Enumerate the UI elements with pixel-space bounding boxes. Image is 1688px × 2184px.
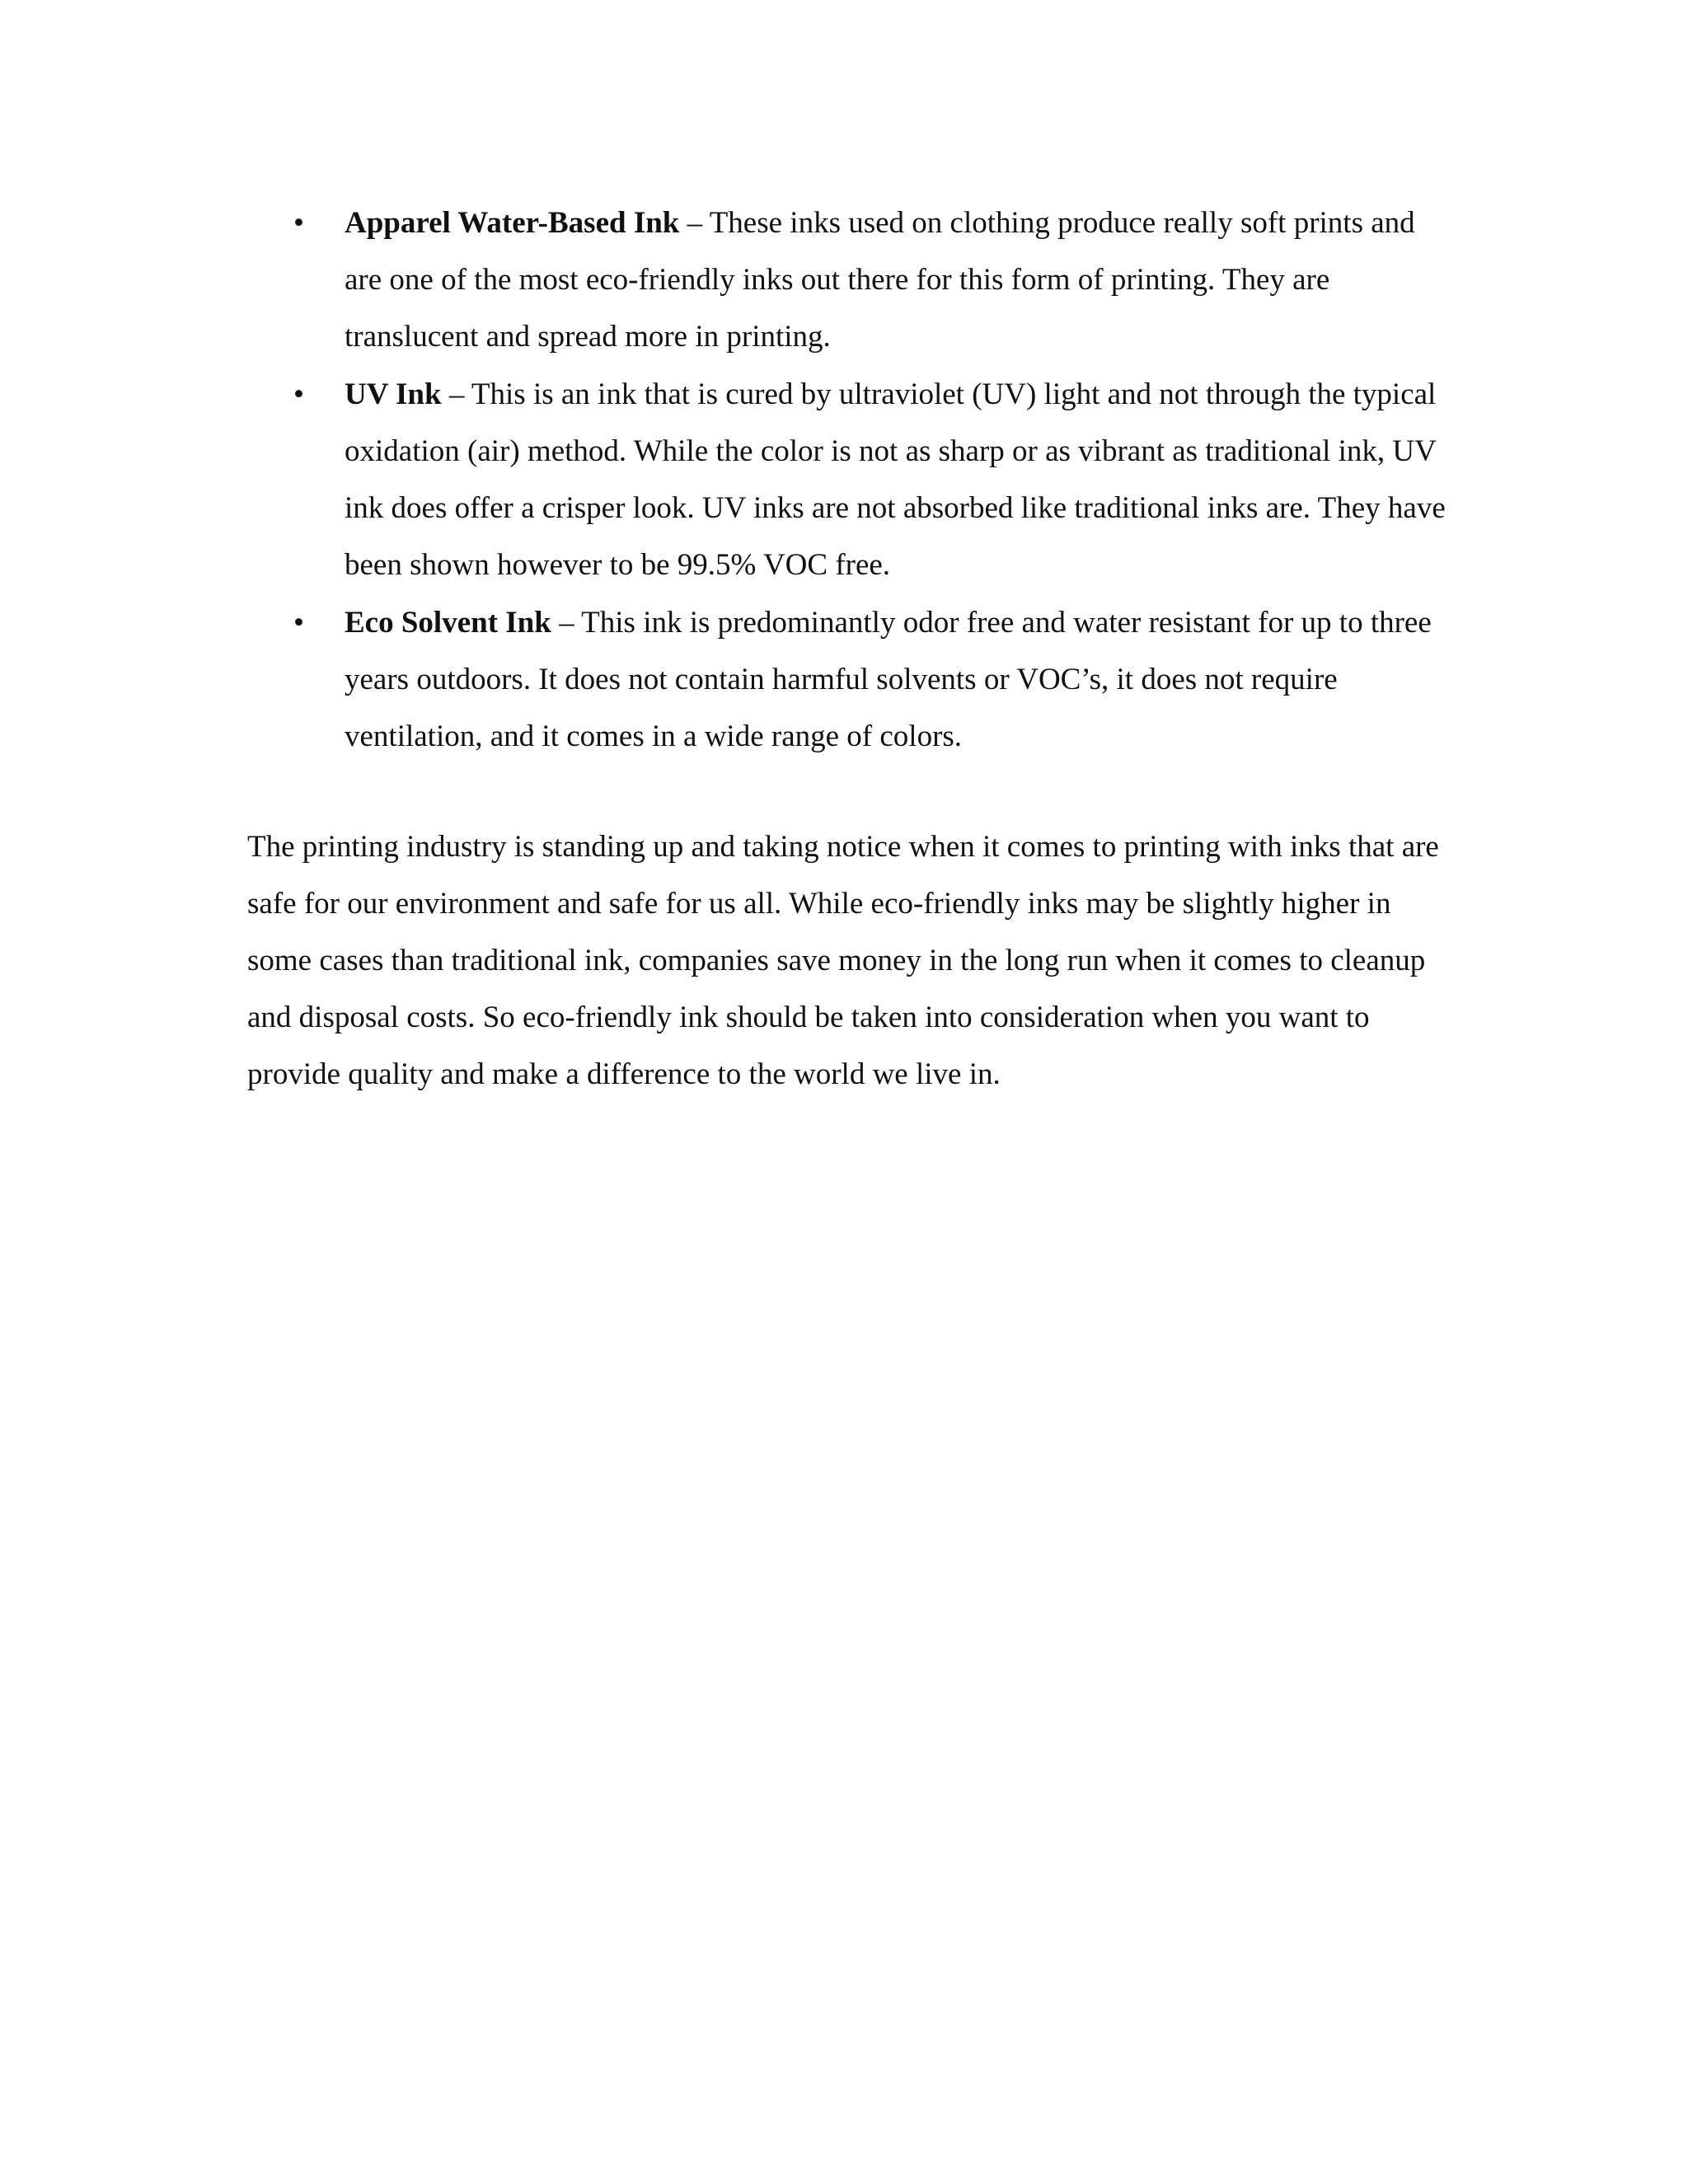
list-item-uv-ink — [247, 366, 1451, 593]
list-item-description: – These inks used on clothing produce really soft prints and are one of the most eco-friendly inks out there for this form of printing. They are translucent and spread more in printing. — [345, 206, 1415, 354]
list-item-description: – This is an ink that is cured by ultraviolet (UV) light and not through the typical oxidation (air) method. While the color is not as sharp or as vibrant as traditional ink, UV ink does offer a crisper look. UV inks are not absorbed like traditional inks are. They have been shown however to be 99.5% VOC free. — [345, 377, 1446, 582]
bullet-icon: • — [293, 377, 304, 411]
list-item-term: Eco Solvent Ink — [345, 606, 551, 640]
ink-types-list — [247, 194, 1451, 766]
list-item-description: – This ink is predominantly odor free and water resistant for up to three years outdoors. It does not contain harmful solvents or VOC’s, it does not require ventilation, and it comes in a wide range of colors. — [345, 606, 1432, 753]
list-item-eco-solvent-ink — [247, 594, 1451, 765]
bullet-icon: • — [293, 206, 304, 240]
list-item-apparel-water-based-ink — [247, 194, 1451, 365]
list-item-term: UV Ink — [345, 377, 442, 411]
closing-paragraph: The printing industry is standing up and taking notice when it comes to printing with inks that are safe for our environment and safe for us all. While eco-friendly inks may be slightly higher in some cases than traditional ink, companies save money in the long run when it comes to cleanup and disposal costs. So eco-friendly ink should be taken into consideration when you want to provide quality and make a difference to the world we live in. — [247, 830, 1439, 1091]
bullet-icon: • — [293, 606, 304, 640]
list-item-term: Apparel Water-Based Ink — [345, 206, 680, 240]
